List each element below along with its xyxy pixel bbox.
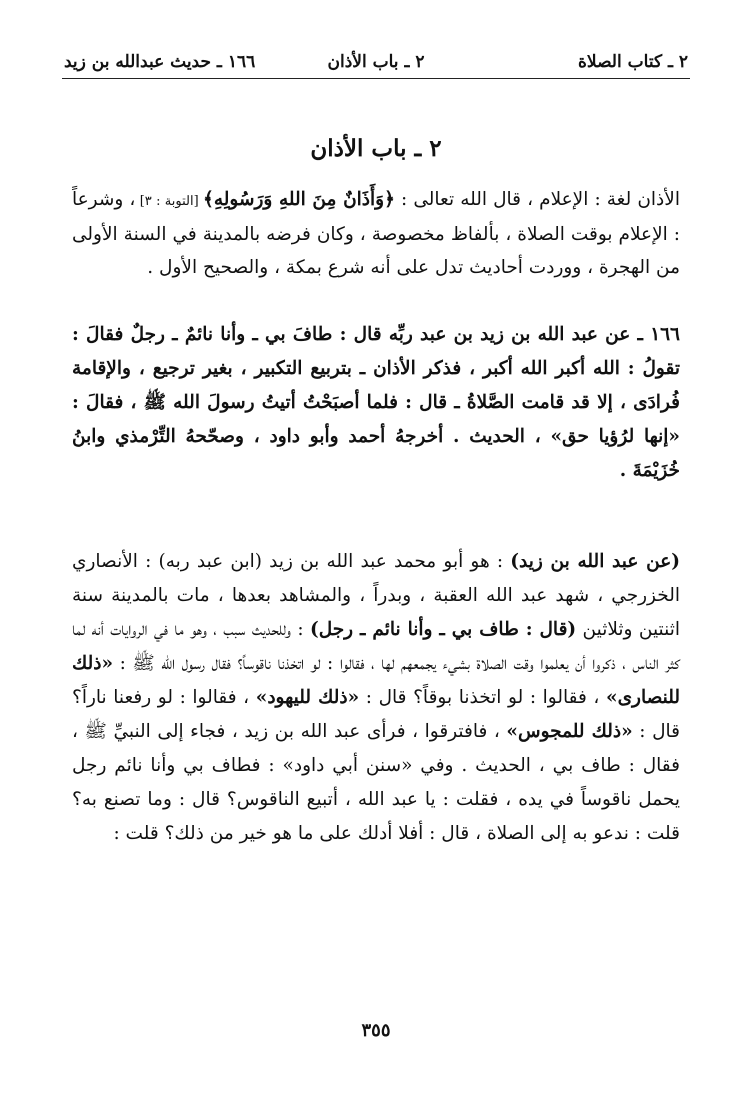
quran-reference: [التوبة : ٣] xyxy=(135,194,204,209)
header-chapter-title: ٢ ـ باب الأذان xyxy=(327,52,425,72)
commentary-text-1: : هو أبو محمد عبد الله بن زيد (ابن عبد ربه) : الأنصاري الخزرجي ، شهد عبد الله العقبة ، وبدراً ، والمشاهد بعدها ، مات بالمدينة سنة اثنتين وثلاثين xyxy=(72,551,680,640)
commentary-text-2: : وللحديث سبب ، وهو ما في الروايات أنه لما كثر الناس ، ذكروا أن يعلموا وقت الصلاة بشيء يجمعهم لها ، فقالوا : لو اتخذنا ناقوساً؟ فقال رسول الله ﷺ : xyxy=(72,619,680,674)
quran-verse: ﴿وَأَذَانٌ مِنَ اللهِ وَرَسُولِهِ﴾ xyxy=(203,189,395,210)
commentary-quote-4: «ذلك لليهود» xyxy=(255,687,360,708)
header-hadith-title: ١٦٦ ـ حديث عبدالله بن زيد xyxy=(64,52,256,72)
commentary-text-4: ، فقالوا : لو رفعنا ناراً؟ قال : xyxy=(72,687,680,742)
hadith-number: ١٦٦ xyxy=(650,324,680,345)
commentary-quote-2: (قال : طاف بي ـ وأنا نائم ـ رجل) xyxy=(309,619,577,640)
commentary-quote-3: «ذلك للنصارى» xyxy=(72,653,680,708)
header-book-title: ٢ ـ كتاب الصلاة xyxy=(578,52,688,72)
commentary-quote-1: (عن عبد الله بن زيد) xyxy=(510,551,680,572)
intro-paragraph xyxy=(72,183,680,284)
commentary-quote-5: «ذلك للمجوس» xyxy=(506,721,633,742)
intro-text-1: الأذان لغة : الإعلام ، قال الله تعالى : xyxy=(394,189,680,210)
chapter-title: ٢ ـ باب الأذان xyxy=(310,135,442,162)
hadith-paragraph xyxy=(72,318,680,488)
intro-text-2: ، وشرعاً : الإعلام بوقت الصلاة ، بألفاظ مخصوصة ، وكان فرضه بالمدينة في السنة الأولى من الهجرة ، ووردت أحاديث تدل على أنه شرع بمكة ، والصحيح الأول . xyxy=(72,189,680,278)
commentary-paragraph xyxy=(72,545,680,851)
commentary-text-5: ، فافترقوا ، فرأى عبد الله بن زيد ، فجاء إلى النبيِّ ﷺ ، فقال : طاف بي ، الحديث . وفي «سنن أبي داود» : فطاف بي وأنا نائم رجل يحمل ناقوساً في يده ، فقلت : يا عبد الله ، أتبيع الناقوس؟ قال : وما تصنع به؟ قلت : ندعو به إلى الصلاة ، قال : أفلا أدلك على ما هو خير من ذلك؟ قلت : xyxy=(72,721,680,844)
commentary-text-3: ، فقالوا : لو اتخذنا بوقاً؟ قال : xyxy=(359,687,606,708)
running-header xyxy=(62,48,690,79)
page-number: ٣٥٥ xyxy=(361,1020,391,1041)
hadith-text: ـ عن عبد الله بن زيد بن عبد ربِّه قال : طافَ بي ـ وأنا نائمٌ ـ رجلٌ فقالَ : تقولُ : الله أكبر الله أكبر ، فذكر الأذان ـ بتربيع التكبير ، بغير ترجيع ، والإقامة فُرادَى ، إلا قد قامت الصَّلاةُ ـ قال : فلما أصبَحْتُ أتيتُ رسولَ الله ﷺ ، فقالَ : «إنها لرُؤيا حق» ، الحديث . أخرجهُ أحمد وأبو داود ، وصحّحهُ التِّرْمذي وابنُ خُزَيْمَةَ . xyxy=(72,324,680,481)
